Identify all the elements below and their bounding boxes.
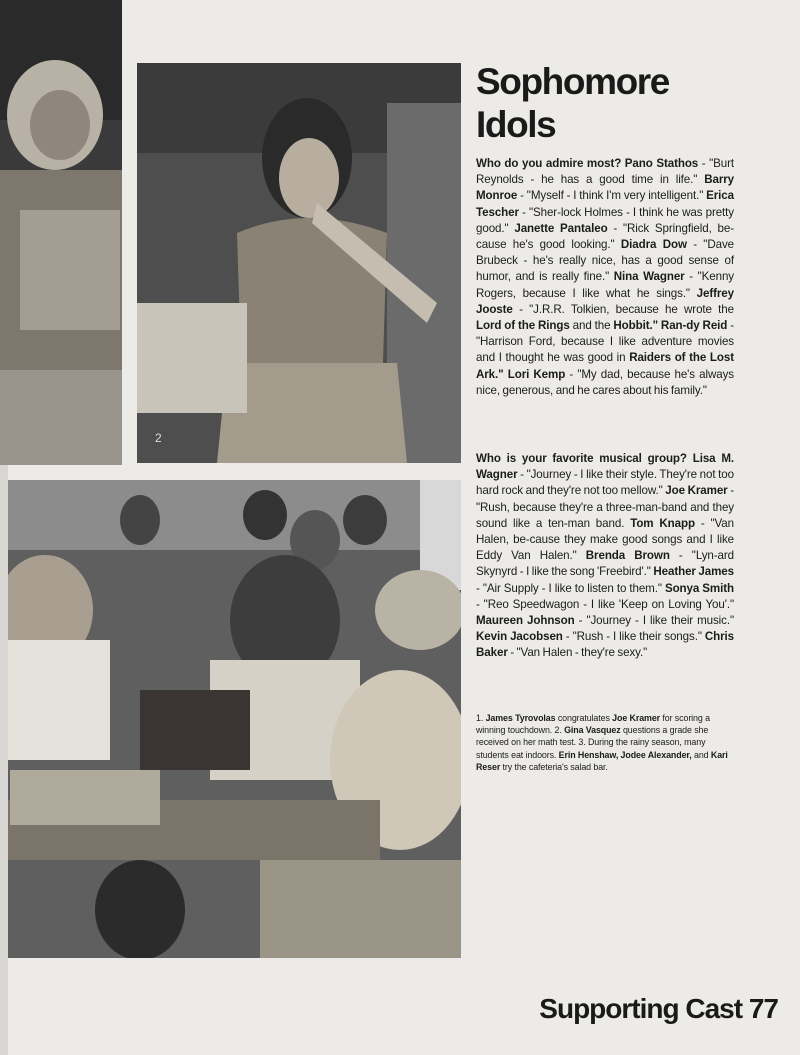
bold-run: Tom Knapp: [630, 516, 695, 530]
text-run: - "Van Halen - they're sexy.": [507, 646, 648, 660]
bold-run: Gina Vasquez: [564, 725, 621, 736]
admire-section: [476, 156, 734, 399]
text-run: try the cafeteria's salad bar.: [500, 761, 608, 772]
bold-run: Sonya Smith: [664, 581, 734, 595]
bold-run: Kari Reser: [476, 749, 728, 772]
text-run: - "Burt Reynolds - he has a good time in life.": [476, 157, 735, 187]
photo-caption: [476, 712, 734, 773]
page-edge: [0, 465, 8, 1055]
text-run: - "J.R.R. Tolkien, because he wrote the: [512, 302, 734, 316]
text-run: questions a grade she received on her math test. 3. During the rainy season, many students eat indoors.: [476, 725, 709, 760]
text-run: - "Van Halen, be-cause they make good songs and I like Eddy Van Halen.": [476, 516, 734, 563]
bold-run: Lord of the Rings: [476, 319, 570, 333]
text-run: - "Reo Speedwagon - I like 'Keep on Loving You'.": [476, 597, 734, 611]
bold-run: Heather James: [653, 565, 735, 579]
text-run: - "Sher-lock Holmes - I think he was pretty good.": [476, 205, 734, 235]
admire-paragraph: [476, 156, 734, 399]
bold-run: Raiders of the Lost Ark." Lori Kemp: [476, 351, 734, 381]
text-run: - "Myself - I think I'm very intelligent.": [517, 189, 707, 203]
text-run: - "Journey - I like their music.": [574, 614, 734, 628]
text-run: - "Kenny Rogers, because I like what he sings.": [476, 270, 735, 300]
bold-run: Hobbit." Ran-dy Reid: [613, 319, 728, 333]
photo-football-player: [0, 0, 122, 465]
bold-run: Barry Monroe: [476, 173, 734, 203]
music-paragraph: [476, 451, 734, 662]
bold-run: Joe Kramer: [612, 713, 661, 723]
bold-run: Diadra Dow: [620, 238, 687, 252]
text-run: - "Harrison Ford, because I like adventure movies and I thought he was good in: [476, 319, 734, 365]
text-run: - "Rick Springfield, be-cause he's good looking.": [476, 221, 734, 252]
photo-number: 2: [155, 431, 162, 445]
bold-run: Erica Tescher: [476, 189, 734, 219]
bold-run: Kevin Jacobsen: [476, 630, 563, 644]
bold-run: Maureen Johnson: [476, 614, 575, 628]
music-section: [476, 451, 734, 662]
photo-gina-vasquez: [137, 63, 461, 463]
text-run: - "My dad, because he's always nice, generous, and he cares about his family.": [476, 367, 734, 397]
text-run: - "Dave Brubeck - he's really nice, has a good sense of humor, and is really fine.": [476, 238, 734, 284]
bold-run: Joe Kramer: [665, 484, 728, 498]
bold-run: Lisa M. Wagner: [476, 452, 735, 482]
text-run: - "Rush - I like their songs.": [562, 630, 705, 644]
text-run: 1.: [476, 713, 486, 723]
bold-run: Pano Stathos: [624, 157, 699, 170]
bold-run: Brenda Brown: [585, 549, 670, 563]
bold-run: Erin Henshaw, Jodee Alexander,: [558, 749, 692, 760]
text-run: - "Lyn-ard Skynyrd - I like the song 'Freebird'.": [476, 549, 734, 579]
page-title: Sophomore Idols: [476, 61, 669, 145]
text-run: congratulates: [555, 713, 613, 723]
bold-run: James Tyrovolas: [485, 713, 556, 723]
bold-run: Nina Wagner: [613, 270, 685, 284]
caption-text: [476, 712, 734, 773]
photo-cafeteria: [0, 480, 461, 958]
text-run: - "Journey - I like their style. They're not too hard rock and they're not too mellow.": [476, 468, 734, 498]
text-run: - "Air Supply - I like to listen to them.": [476, 581, 665, 595]
text-run: for scoring a winning touchdown. 2.: [476, 713, 710, 736]
text-run: and: [691, 749, 711, 760]
bold-run: Jeffrey Jooste: [476, 286, 734, 316]
text-run: and the: [569, 319, 614, 333]
bold-run: Who do you admire most?: [476, 157, 625, 170]
text-run: - "Rush, because they're a three-man-band and they sound like a ten-man band.: [476, 484, 735, 530]
bold-run: Janette Pantaleo: [514, 221, 608, 235]
bold-run: Chris Baker: [476, 630, 734, 660]
bold-run: Who is your favorite musical group?: [476, 452, 693, 465]
page-folio: Supporting Cast 77: [539, 993, 778, 1024]
